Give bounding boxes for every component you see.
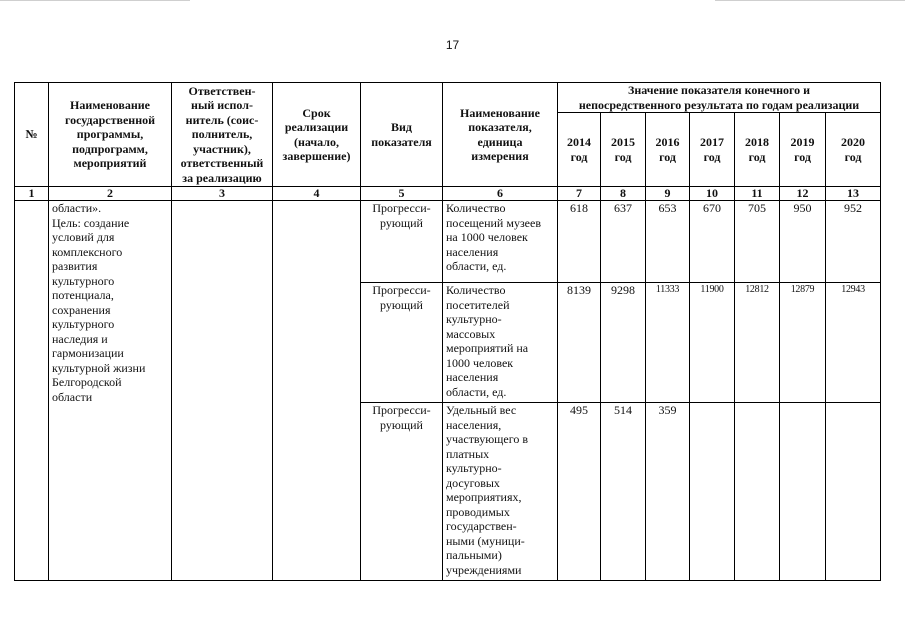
header-year-2016: 2016 год	[646, 113, 690, 187]
column-number: 11	[735, 187, 780, 201]
cell-value-2019	[780, 403, 826, 581]
indicators-table	[14, 82, 881, 581]
column-number: 1	[15, 187, 49, 201]
column-number: 2	[49, 187, 172, 201]
cell-number	[15, 201, 49, 581]
cell-indicator-type: Прогресси- рующий	[361, 283, 443, 403]
cell-value-2018: 12812	[735, 283, 780, 403]
cell-responsible	[172, 201, 273, 581]
header-year-2020: 2020 год	[826, 113, 881, 187]
table-row	[15, 201, 881, 283]
column-number: 9	[646, 187, 690, 201]
column-number: 3	[172, 187, 273, 201]
header-indicator-name: Наименование показателя, единица измерения	[443, 83, 558, 187]
cell-indicator-type: Прогресси- рующий	[361, 201, 443, 283]
header-year-2014: 2014 год	[558, 113, 601, 187]
page-number: 17	[445, 38, 460, 52]
cell-value-2020: 12943	[826, 283, 881, 403]
cell-value-2020	[826, 403, 881, 581]
cell-indicator-name: Удельный вес населения, участвующего в платных культурно- досуговых мероприятиях, проводимых государствен- ными (муници- пальными) учреждениями	[443, 403, 558, 581]
cell-value-2016: 359	[646, 403, 690, 581]
cell-value-2015: 514	[601, 403, 646, 581]
cell-value-2016: 11333	[646, 283, 690, 403]
header-responsible: Ответствен- ный испол- нитель (соис- полнитель, участник), ответственный за реализацию	[172, 83, 273, 187]
cell-value-2015: 9298	[601, 283, 646, 403]
column-number: 8	[601, 187, 646, 201]
cell-value-2018: 705	[735, 201, 780, 283]
header-program-name: Наименование государственной программы, подпрограмм, мероприятий	[49, 83, 172, 187]
column-number: 6	[443, 187, 558, 201]
cell-indicator-type: Прогресси- рующий	[361, 403, 443, 581]
cell-value-2019: 12879	[780, 283, 826, 403]
header-row-top	[15, 83, 881, 113]
column-number: 12	[780, 187, 826, 201]
header-year-2015: 2015 год	[601, 113, 646, 187]
cell-value-2018	[735, 403, 780, 581]
cell-value-2017: 11900	[690, 283, 735, 403]
cell-value-2014: 618	[558, 201, 601, 283]
cell-indicator-name: Количество посетителей культурно- массовых мероприятий на 1000 человек населения области, ед.	[443, 283, 558, 403]
cell-indicator-name: Количество посещений музеев на 1000 человек населения области, ед.	[443, 201, 558, 283]
cell-program-text: области». Цель: создание условий для комплексного развития культурного потенциала, сохранения культурного наследия и гармонизации культурной жизни Белгородской области	[49, 201, 172, 581]
header-year-2019: 2019 год	[780, 113, 826, 187]
page-edge-right	[715, 0, 905, 1]
header-year-2018: 2018 год	[735, 113, 780, 187]
header-values-group: Значение показателя конечного и непосредственного результата по годам реализации	[558, 83, 881, 113]
cell-value-2017	[690, 403, 735, 581]
page-edge-left	[0, 0, 190, 1]
header-col-number: №	[15, 83, 49, 187]
cell-value-2019: 950	[780, 201, 826, 283]
header-indicator-type: Вид показателя	[361, 83, 443, 187]
header-term: Срок реализации (начало, завершение)	[273, 83, 361, 187]
cell-term	[273, 201, 361, 581]
column-numbers-row	[15, 187, 881, 201]
cell-value-2014: 495	[558, 403, 601, 581]
cell-value-2014: 8139	[558, 283, 601, 403]
header-year-2017: 2017 год	[690, 113, 735, 187]
cell-value-2020: 952	[826, 201, 881, 283]
column-number: 13	[826, 187, 881, 201]
column-number: 10	[690, 187, 735, 201]
column-number: 7	[558, 187, 601, 201]
column-number: 5	[361, 187, 443, 201]
cell-value-2016: 653	[646, 201, 690, 283]
cell-value-2017: 670	[690, 201, 735, 283]
cell-value-2015: 637	[601, 201, 646, 283]
column-number: 4	[273, 187, 361, 201]
